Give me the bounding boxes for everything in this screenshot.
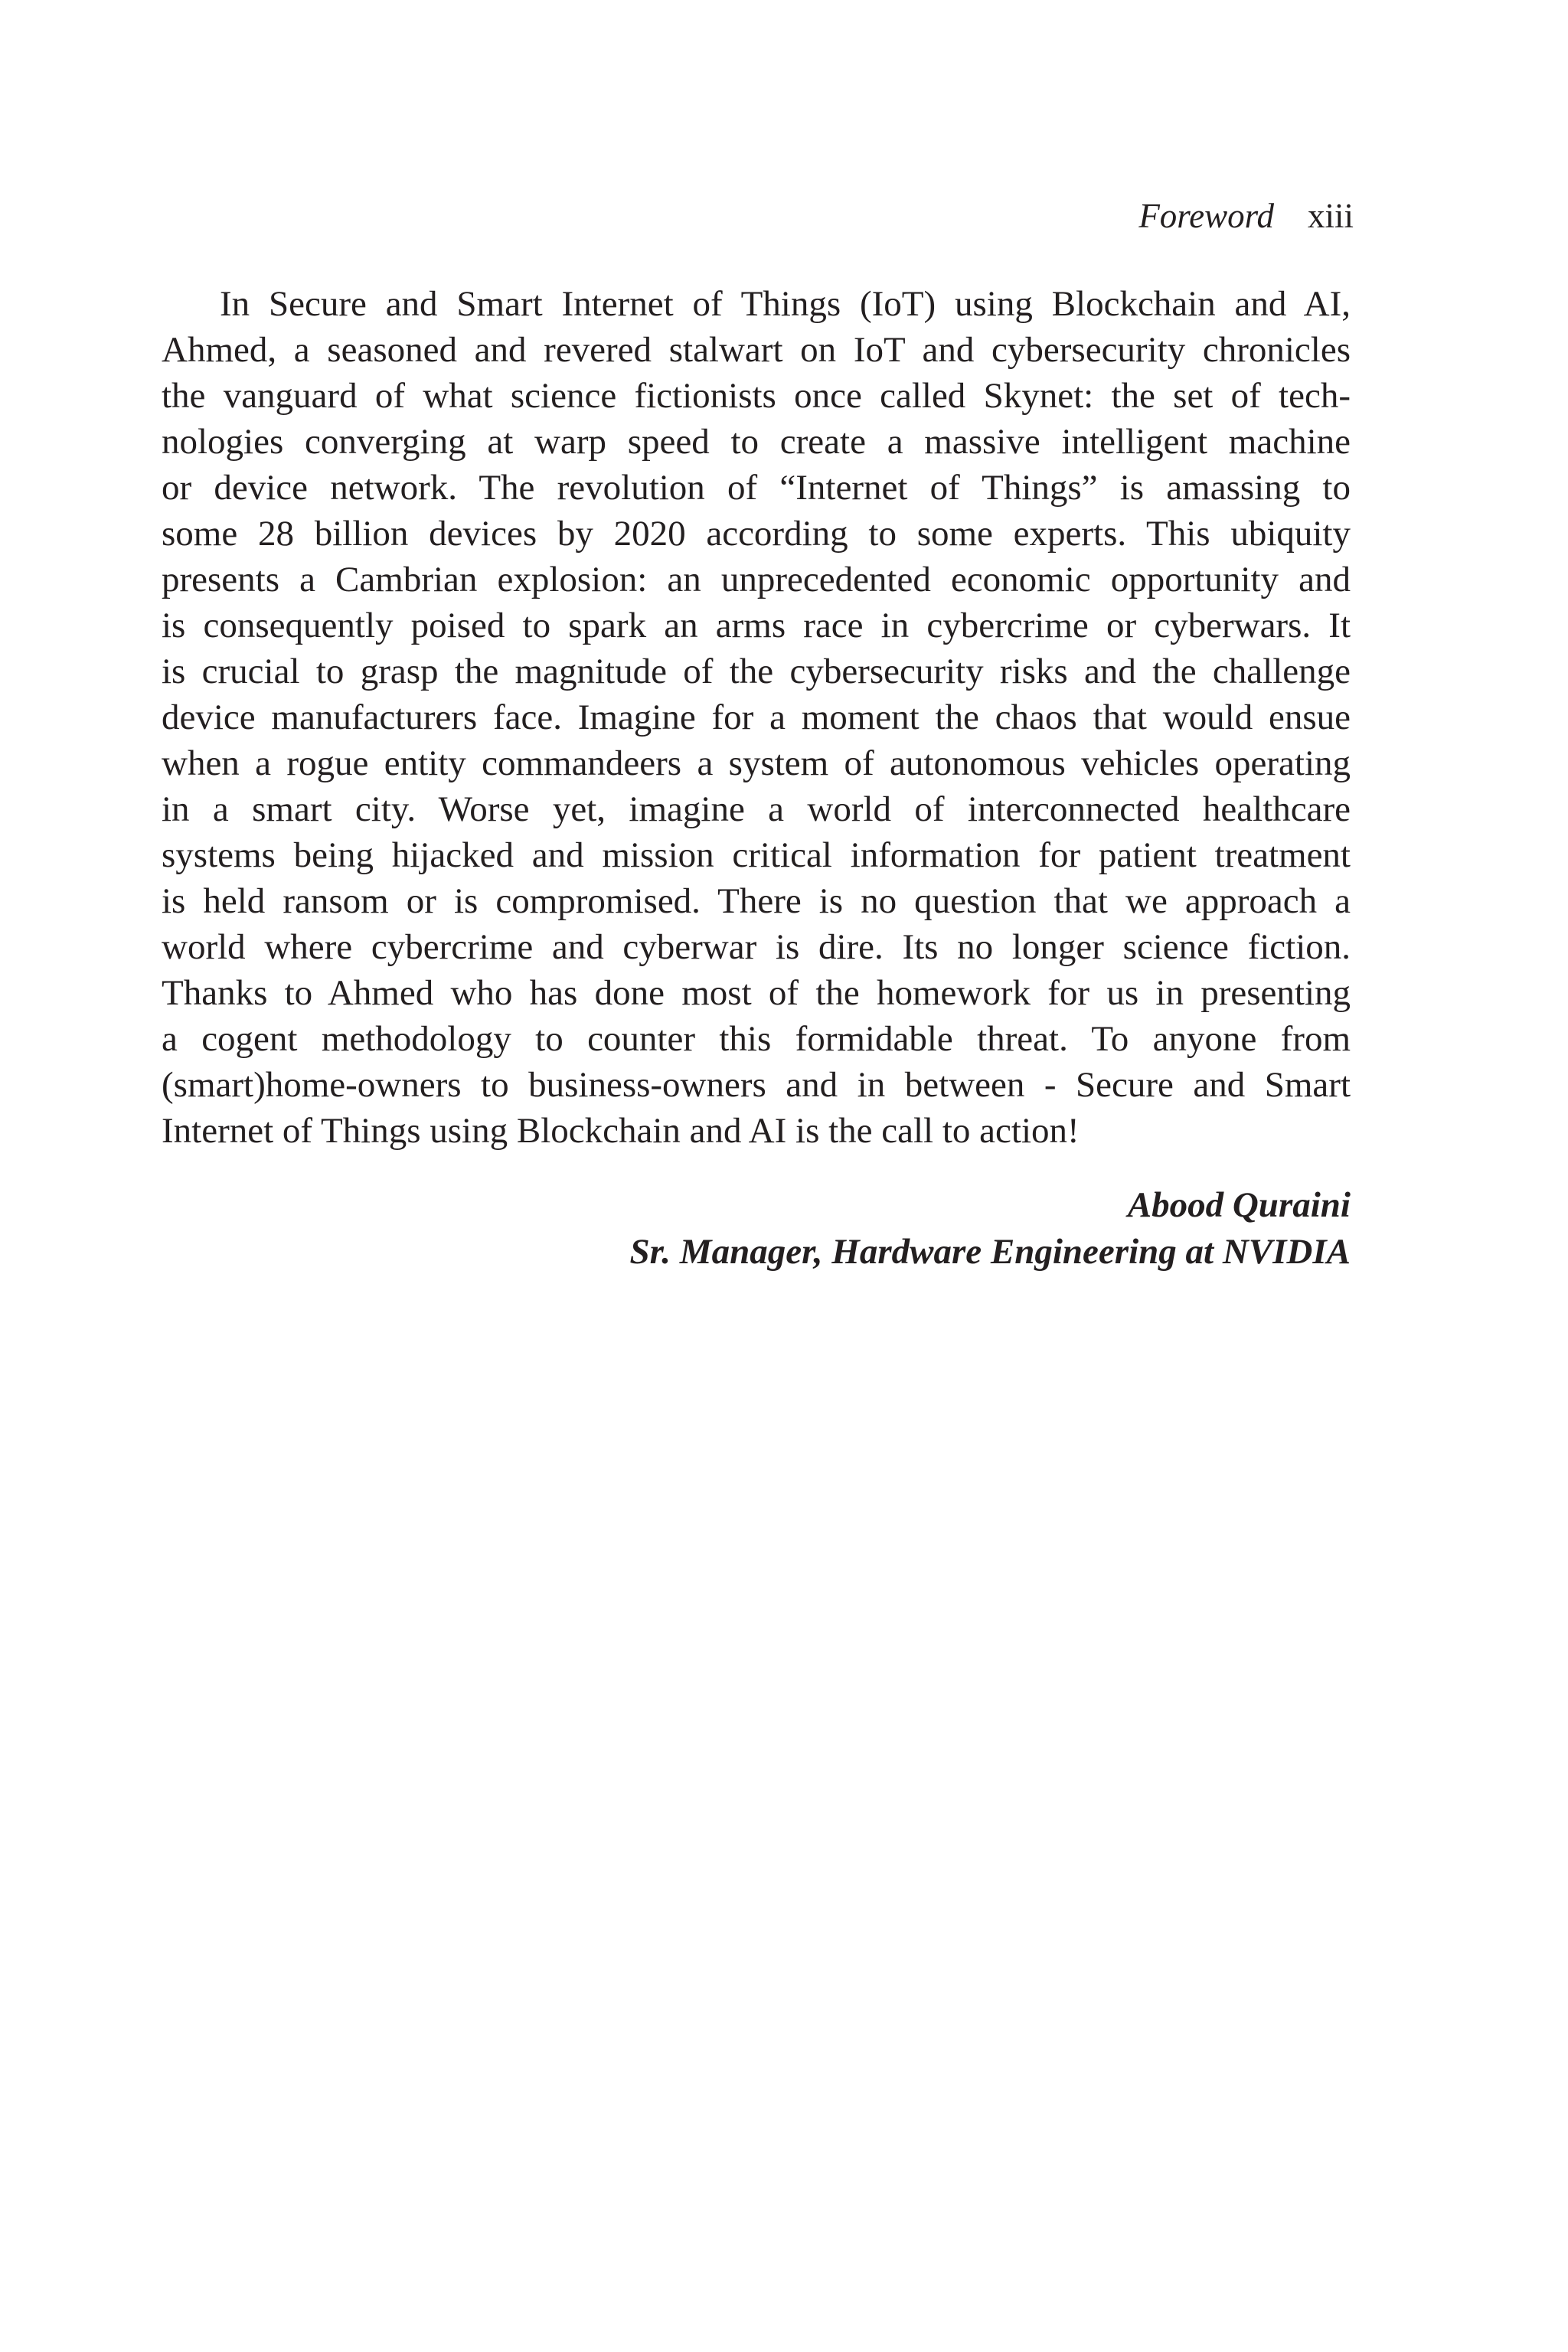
paragraph-line: device manufacturers face. Imagine for a moment the chaos that would ensue (162, 697, 1351, 737)
paragraph-line: is held ransom or is compromised. There is no question that we approach a (162, 881, 1351, 921)
paragraph-line: In Secure and Smart Internet of Things (IoT) using Blockchain and AI, (220, 284, 1351, 324)
paragraph-line: some 28 billion devices by 2020 according to some experts. This ubiquity (162, 514, 1351, 554)
paragraph-line: Ahmed, a seasoned and revered stalwart on IoT and cybersecurity chronicles (162, 330, 1351, 370)
paragraph-line: systems being hijacked and mission critical information for patient treatment (162, 835, 1351, 875)
author-name: Abood Quraini (1127, 1185, 1351, 1225)
paragraph-line: Internet of Things using Blockchain and AI is the call to action! (162, 1111, 1080, 1151)
author-title: Sr. Manager, Hardware Engineering at NVIDIA (629, 1232, 1351, 1272)
running-head-title: Foreword (1138, 197, 1274, 235)
paragraph-line: (smart)home-owners to business-owners and in between - Secure and Smart (162, 1065, 1351, 1105)
paragraph-line: when a rogue entity commandeers a system of autonomous vehicles operating (162, 743, 1351, 783)
page-number: xiii (1307, 197, 1354, 235)
foreword-paragraph (162, 281, 1351, 1154)
paragraph-line: nologies converging at warp speed to create a massive intelligent machine (162, 422, 1351, 462)
paragraph-line: or device network. The revolution of “Internet of Things” is amassing to (162, 468, 1351, 508)
paragraph-line: a cogent methodology to counter this formidable threat. To anyone from (162, 1019, 1351, 1059)
paragraph-line: the vanguard of what science fictionists once called Skynet: the set of tech- (162, 376, 1351, 416)
signature-block (629, 1182, 1351, 1276)
paragraph-line: world where cybercrime and cyberwar is dire. Its no longer science fiction. (162, 927, 1351, 967)
paragraph-line: presents a Cambrian explosion: an unprecedented economic opportunity and (162, 560, 1351, 599)
paragraph-line: is consequently poised to spark an arms race in cybercrime or cyberwars. It (162, 606, 1351, 645)
paragraph-line: is crucial to grasp the magnitude of the cybersecurity risks and the challenge (162, 652, 1351, 691)
running-head (1138, 194, 1354, 237)
paragraph-line: Thanks to Ahmed who has done most of the homework for us in presenting (162, 973, 1351, 1013)
paragraph-line: in a smart city. Worse yet, imagine a world of interconnected healthcare (162, 789, 1351, 829)
